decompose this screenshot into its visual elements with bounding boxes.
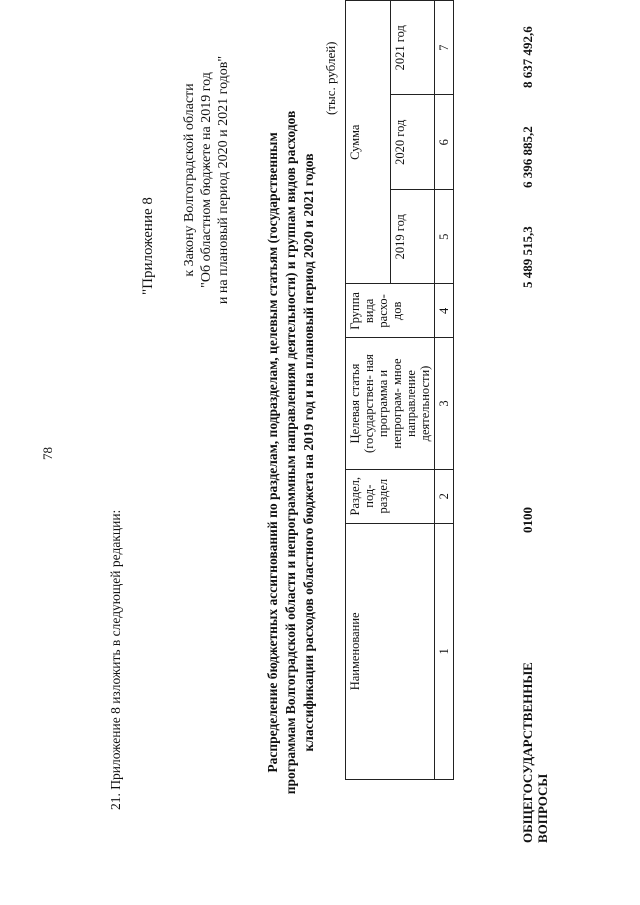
header-name: Наименование: [346, 523, 435, 779]
column-number: 7: [435, 1, 454, 96]
row-value-2020: 6 396 885,2: [520, 126, 535, 188]
header-target: Целевая статья (государствен- ная программа и непрограм- мное направление деятельности): [346, 338, 435, 469]
header-year-2020: 2020 год: [390, 95, 435, 189]
column-number: 2: [435, 469, 454, 523]
row-value-2021: 8 637 492,6: [520, 26, 535, 88]
table-row: [520, 0, 580, 843]
page-number: 78: [40, 447, 55, 460]
header-year-2019: 2019 год: [390, 189, 435, 283]
law-reference-line: и на плановый период 2020 и 2021 годов": [216, 55, 231, 305]
column-number-row: [435, 1, 454, 780]
document-title-line: классификации расходов областного бюджета на 2019 год и на плановый период 2020 и 2021 годов: [301, 153, 316, 752]
row-value-2019: 5 489 515,3: [520, 226, 535, 288]
column-number: 3: [435, 338, 454, 469]
column-number: 1: [435, 523, 454, 779]
instruction-text: 21. Приложение 8 изложить в следующей редакции:: [108, 509, 123, 810]
row-section-code: 0100: [520, 507, 535, 533]
header-group: Группа вида расхо- дов: [346, 284, 435, 338]
column-number: 5: [435, 189, 454, 283]
header-section: Раздел, под- раздел: [346, 469, 435, 523]
column-number: 6: [435, 95, 454, 189]
law-reference-line: "Об областном бюджете на 2019 год: [199, 72, 214, 288]
units-label: (тыс. рублей): [323, 41, 338, 115]
document-title-line: программам Волгоградской области и непрограммным направлениям деятельности) и группам видов расходов: [283, 110, 298, 795]
law-reference-line: к Закону Волгоградской области: [182, 83, 197, 277]
appendix-label: "Приложение 8: [140, 197, 156, 295]
document-title-line: Распределение бюджетных ассигнований по разделам, подразделам, целевым статьям (государственным: [265, 132, 280, 773]
header-year-2021: 2021 год: [390, 1, 435, 96]
table-header-row: [346, 1, 391, 780]
budget-table: [345, 0, 454, 780]
column-number: 4: [435, 284, 454, 338]
row-name: ОБЩЕГОСУДАРСТВЕННЫЕ ВОПРОСЫ: [520, 662, 550, 843]
header-sum: Сумма: [346, 1, 391, 284]
